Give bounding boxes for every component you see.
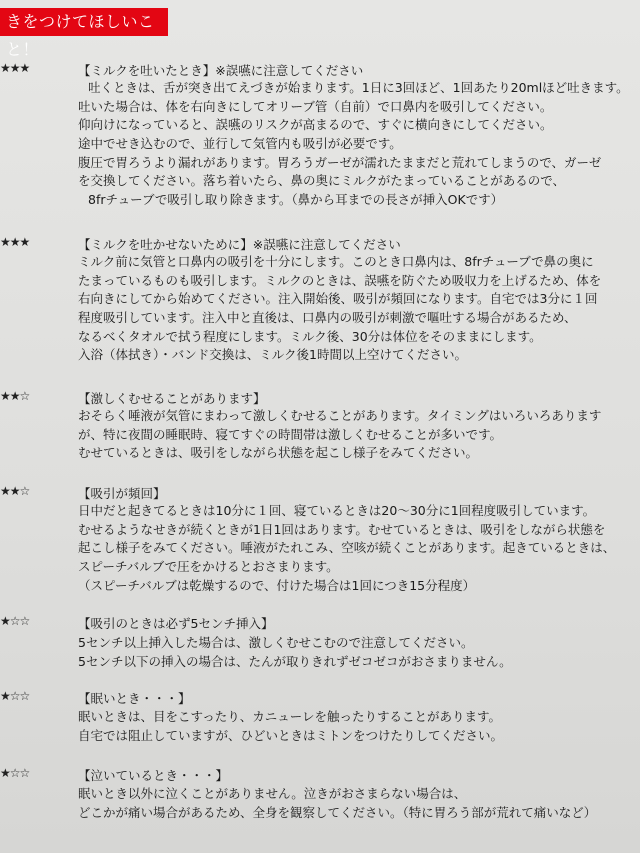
body-line: むせるようなせきが続くときが1日1回はあります。むせているときは、吸引をしながら状態を [78, 521, 606, 537]
page-title: きをつけてほしいこと！ [0, 8, 168, 36]
priority-stars: ★★★ [0, 61, 30, 75]
body-line: を交換してください。落ち着いたら、鼻の奥にミルクがたまっていることがあるので、 [78, 173, 566, 189]
body-line: たまっているものも吸引します。ミルクのときは、誤嚥を防ぐため吸収力を上げるため、体を [78, 272, 602, 288]
section-title: 【激しくむせることがあります】 [78, 391, 266, 406]
body-line: 自宅では阻止していますが、ひどいときはミトンをつけたりしてください。 [78, 727, 504, 743]
section-title: 【吸引が頻回】 [78, 486, 166, 501]
section-title: 【ミルクを吐いたとき】※誤嚥に注意してください [78, 63, 364, 78]
body-line: 5センチ以下の挿入の場合は、たんが取りきれずゼコゼコがおさまりません。 [78, 653, 512, 669]
body-line: なるべくタオルで拭う程度にします。ミルク後、30分は体位をそのままにします。 [78, 328, 542, 344]
body-line: 右向きにしてから始めてください。注入開始後、吸引が頻回になります。自宅では3分に１回 [78, 291, 598, 307]
body-line: 途中でせき込むので、並行して気管内も吸引が必要です。 [78, 136, 402, 152]
body-line: 起こし様子をみてください。唾液がたれこみ、空咳が続くことがあります。起きているときは、 [78, 540, 616, 556]
priority-stars: ★★★ [0, 235, 30, 249]
body-line: 8frチューブで吸引し取り除きます。（鼻から耳までの長さが挿入OKです） [88, 192, 504, 208]
body-line: （スピーチバルブは乾燥するので、付けた場合は1回につき15分程度） [78, 577, 476, 593]
section-body [78, 708, 503, 745]
body-line: 眠いときは、目をこすったり、カニューレを触ったりすることがあります。 [78, 709, 502, 724]
body-line: 入浴（体拭き）・バンド交換は、ミルク後1時間以上空けてください。 [78, 347, 467, 363]
section-body [78, 785, 596, 822]
body-line: 吐くときは、舌が突き出てえづきが始まります。1日に3回ほど、1回あたり20mlほど吐きます。 [88, 80, 629, 95]
section-body [78, 502, 615, 595]
section-body [78, 253, 601, 365]
body-line: 5センチ以上挿入した場合は、激しくむせこむので注意してください。 [78, 635, 474, 650]
priority-stars: ★☆☆ [0, 766, 30, 780]
section-title: 【ミルクを吐かせないために】※誤嚥に注意してください [78, 237, 401, 252]
section-title: 【泣いているとき・・・】 [78, 768, 229, 783]
priority-stars: ★☆☆ [0, 614, 30, 628]
body-line: どこかが痛い場合があるため、全身を観察してください。（特に胃ろう部が荒れて痛いなど） [78, 804, 597, 820]
body-line: ミルク前に気管と口鼻内の吸引を十分にします。このとき口鼻内は、8frチューブで鼻の奥に [78, 254, 594, 269]
body-line: 腹圧で胃ろうより漏れがあります。胃ろうガーゼが濡れたままだと荒れてしまうので、ガーゼ [78, 154, 602, 170]
section-body [78, 634, 512, 671]
section-title: 【眠いとき・・・】 [78, 691, 191, 706]
section-title: 【吸引のときは必ず5センチ挿入】 [78, 616, 274, 631]
priority-stars: ★☆☆ [0, 689, 30, 703]
priority-stars: ★★☆ [0, 389, 30, 403]
section-body [78, 407, 601, 463]
body-line: 吐いた場合は、体を右向きにしてオリーブ管（自前）で口鼻内を吸引してください。 [78, 98, 553, 114]
body-line: 程度吸引しています。注入中と直後は、口鼻内の吸引が刺激で嘔吐する場合があるため、 [78, 310, 577, 326]
body-line: 眠いとき以外に泣くことがありません。泣きがおさまらない場合は、 [78, 786, 467, 801]
body-line: むせているときは、吸引をしながら状態を起こし様子をみてください。 [78, 445, 479, 461]
priority-stars: ★★☆ [0, 484, 30, 498]
body-line: 仰向けになっていると、誤嚥のリスクが高まるので、すぐに横向きにしてください。 [78, 117, 553, 133]
body-line: 日中だと起きてるときは10分に１回、寝ているときは20～30分に1回程度吸引しています。 [78, 503, 596, 518]
body-line: おそらく唾液が気管にまわって激しくむせることがあります。タイミングはいろいろあります [78, 408, 602, 423]
section-body [78, 79, 629, 210]
body-line: スピーチバルブで圧をかけるとおさまります。 [78, 559, 339, 575]
body-line: が、特に夜間の睡眠時、寝てすぐの時間帯は激しくむせることが多いです。 [78, 426, 503, 442]
